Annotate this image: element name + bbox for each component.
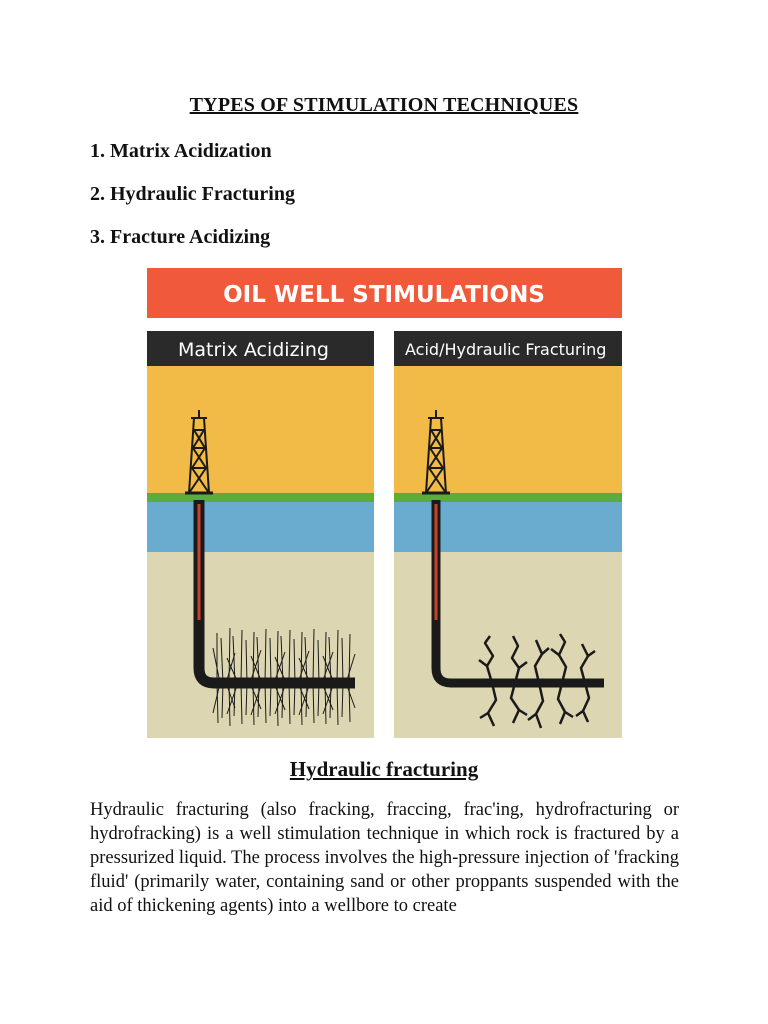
left-grass-line: [147, 493, 374, 502]
body-paragraph: Hydraulic fracturing (also fracking, fraccing, frac'ing, hydrofracturing or hydrofracking) is a well stimulation technique in which rock is fractured by a pressurized liquid. The process involves the high-pressure injection of 'fracking fluid' (primarily water, containing sand or other proppants suspended with the aid of thickening agents) into a wellbore to create: [90, 800, 679, 916]
right-water-layer: [394, 502, 622, 552]
left-surface-layer: [147, 366, 374, 493]
figure-banner-text: OIL WELL STIMULATIONS: [223, 282, 545, 308]
matrix-acidizing-panel: [147, 331, 374, 738]
left-water-layer: [147, 502, 374, 552]
acid-hydraulic-fracturing-panel: [394, 331, 622, 738]
section-heading: Hydraulic fracturing: [289, 757, 479, 781]
technique-item-3: 3. Fracture Acidizing: [90, 226, 271, 248]
right-panel-label: Acid/Hydraulic Fracturing: [405, 340, 607, 359]
oil-well-stimulation-figure: [147, 268, 622, 738]
technique-item-1: 1. Matrix Acidization: [90, 140, 272, 162]
left-rock-layer: [147, 552, 374, 738]
right-rock-layer: [394, 552, 622, 738]
left-panel-label: Matrix Acidizing: [178, 339, 329, 361]
technique-item-2: 2. Hydraulic Fracturing: [90, 183, 295, 205]
page-title: TYPES OF STIMULATION TECHNIQUES: [189, 94, 579, 116]
